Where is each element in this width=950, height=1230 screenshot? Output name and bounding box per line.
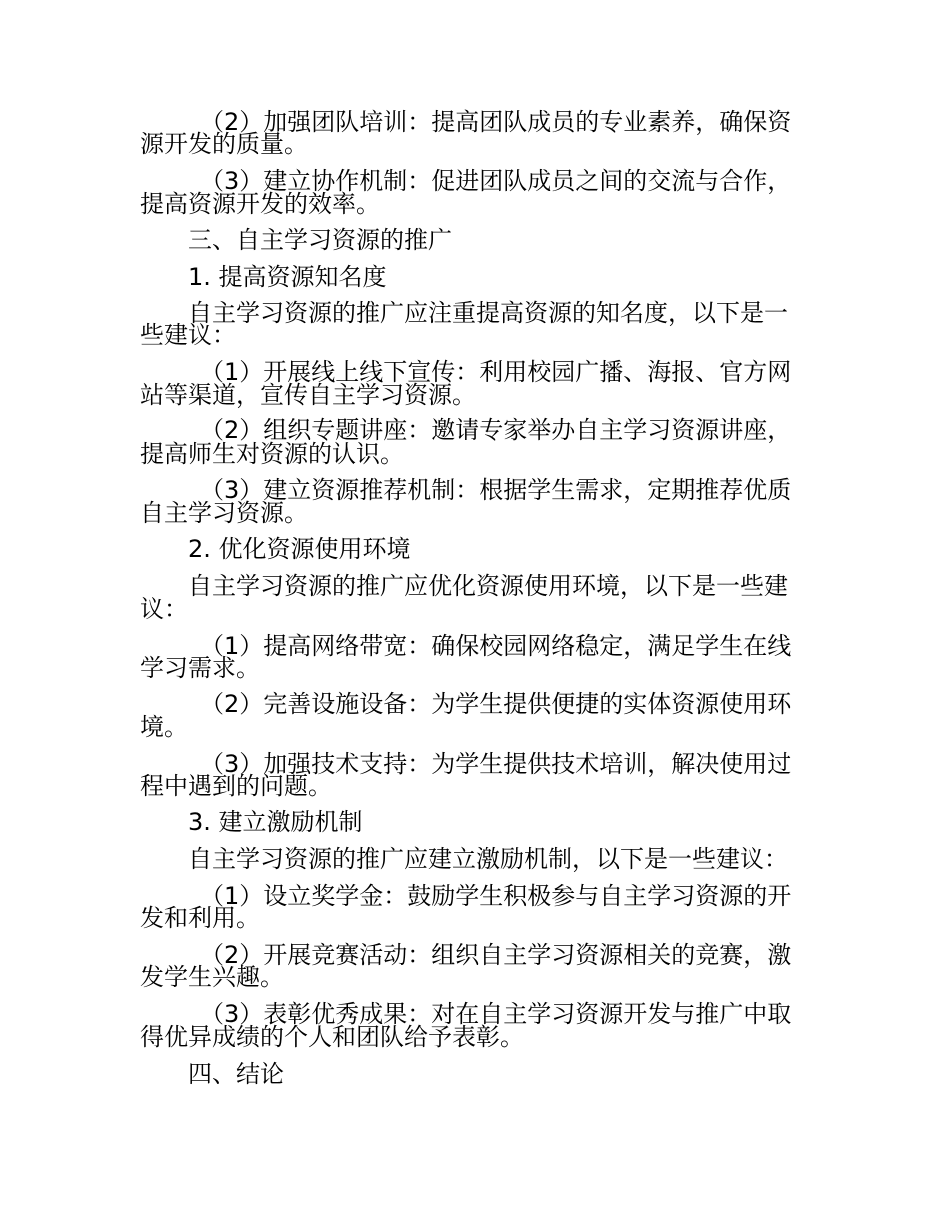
paragraph-line: 提高资源开发的效率。 [140, 190, 380, 218]
paragraph-line: （2）完善设施设备：为学生提供便捷的实体资源使用环 [200, 690, 792, 718]
section-heading: 四、结论 [188, 1060, 284, 1088]
paragraph-line: 自主学习资源的推广应建立激励机制，以下是一些建议： [188, 845, 788, 873]
subsection-heading: 1. 提高资源知名度 [188, 263, 387, 291]
paragraph-line: （1）提高网络带宽：确保校园网络稳定，满足学生在线 [200, 632, 792, 660]
subsection-heading: 3. 建立激励机制 [188, 808, 363, 836]
paragraph-line: 议： [140, 595, 188, 623]
paragraph-line: 自主学习资源。 [140, 499, 308, 527]
subsection-heading: 2. 优化资源使用环境 [188, 535, 411, 563]
paragraph-line: （3）建立资源推荐机制：根据学生需求，定期推荐优质 [200, 476, 792, 504]
paragraph-line: 自主学习资源的推广应注重提高资源的知名度，以下是一 [188, 299, 788, 327]
paragraph-line: 站等渠道，宣传自主学习资源。 [140, 381, 476, 409]
paragraph-line: 得优异成绩的个人和团队给予表彰。 [140, 1023, 524, 1051]
paragraph-line: 些建议： [140, 321, 236, 349]
paragraph-line: （2）组织专题讲座：邀请专家举办自主学习资源讲座， [200, 416, 792, 444]
paragraph-line: （1）开展线上线下宣传：利用校园广播、海报、官方网 [200, 358, 792, 386]
paragraph-line: （3）表彰优秀成果：对在自主学习资源开发与推广中取 [200, 1000, 792, 1028]
paragraph-line: 自主学习资源的推广应优化资源使用环境，以下是一些建 [188, 572, 788, 600]
paragraph-line: （2）加强团队培训：提高团队成员的专业素养，确保资 [200, 108, 792, 136]
paragraph-line: 境。 [140, 713, 188, 741]
paragraph-line: 发学生兴趣。 [140, 963, 284, 991]
paragraph-line: （3）加强技术支持：为学生提供技术培训，解决使用过 [200, 750, 792, 778]
paragraph-line: 提高师生对资源的认识。 [140, 440, 404, 468]
paragraph-line: 程中遇到的问题。 [140, 772, 332, 800]
paragraph-line: （1）设立奖学金：鼓励学生积极参与自主学习资源的开 [200, 882, 792, 910]
paragraph-line: 源开发的质量。 [140, 130, 308, 158]
paragraph-line: （2）开展竞赛活动：组织自主学习资源相关的竞赛，激 [200, 941, 792, 969]
paragraph-line: 发和利用。 [140, 904, 260, 932]
section-heading: 三、自主学习资源的推广 [188, 226, 452, 254]
paragraph-line: 学习需求。 [140, 654, 260, 682]
paragraph-line: （3）建立协作机制：促进团队成员之间的交流与合作， [200, 167, 792, 195]
